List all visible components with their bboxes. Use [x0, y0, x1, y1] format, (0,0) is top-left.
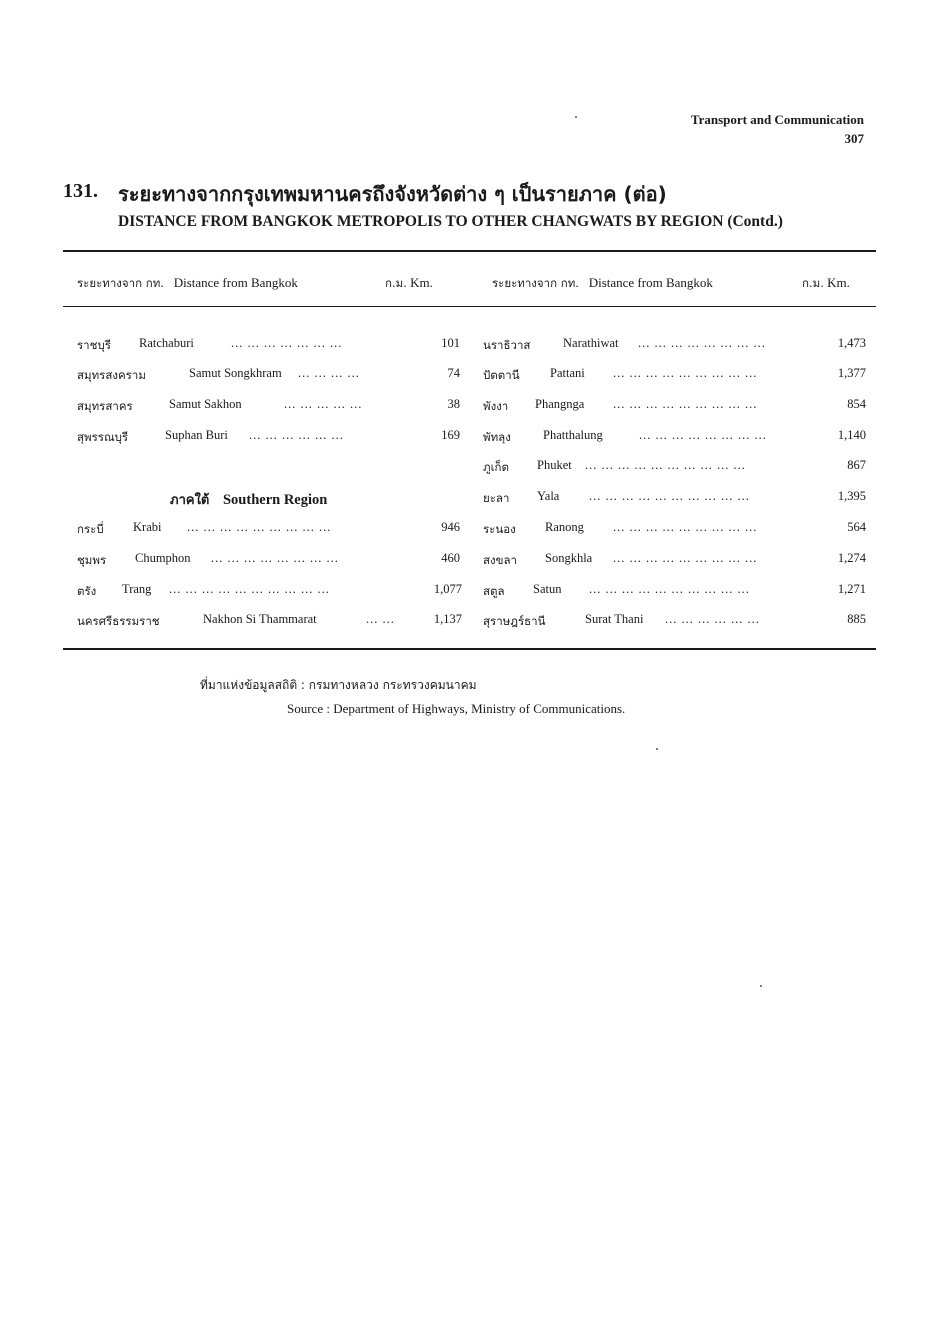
table-row: [77, 336, 464, 358]
distance-km: 1,140: [837, 428, 866, 442]
column-unit-thai: ก.ม.: [385, 276, 407, 290]
leader-dots: ... ... ... ... ... ... ... ...: [639, 428, 767, 442]
province-english: Pattani: [550, 366, 585, 380]
distance-km: 101: [441, 336, 460, 350]
table-row: [77, 520, 464, 542]
province-thai: สุพรรณบุรี: [77, 430, 129, 444]
leader-dots: ... ... ... ... ... ... ... ... ... ...: [169, 582, 330, 596]
column-unit-thai: ก.ม.: [802, 276, 824, 290]
province-english: Ranong: [545, 520, 584, 534]
province-thai: ตรัง: [77, 584, 97, 598]
column-unit-english: Km.: [827, 275, 850, 290]
table-row: [483, 520, 866, 542]
table-row: [77, 551, 464, 573]
province-english: Samut Songkhram: [189, 366, 282, 380]
leader-dots: ... ... ... ... ... ...: [249, 428, 344, 442]
distance-km: 1,395: [837, 489, 866, 503]
distance-km: 946: [441, 520, 460, 534]
distance-km: 460: [441, 551, 460, 565]
table-title-english: DISTANCE FROM BANGKOK METROPOLIS TO OTHER CHANGWATS BY REGION (Contd.): [118, 213, 783, 230]
table-row: [483, 489, 866, 511]
province-thai: สมุทรสาคร: [77, 399, 133, 413]
table-row: [483, 366, 866, 388]
column-header-left: [77, 275, 298, 293]
table-row: [483, 397, 866, 419]
province-thai: พัทลุง: [483, 430, 511, 444]
region-english: Southern Region: [222, 492, 328, 508]
leader-dots: ... ... ... ... ... ... ... ... ...: [613, 366, 758, 380]
province-thai: นครศรีธรรมราช: [77, 614, 160, 628]
province-thai: พังงา: [483, 399, 509, 413]
running-header-section: Transport and Communication: [690, 112, 864, 127]
table-row: [483, 612, 866, 634]
header-divider: [63, 306, 876, 307]
province-thai: ภูเก็ต: [483, 460, 509, 474]
scan-speck: [760, 985, 762, 987]
leader-dots: ... ... ... ... ... ... ... ... ...: [613, 551, 758, 565]
distance-km: 1,271: [837, 582, 866, 596]
distance-km: 1,274: [837, 551, 866, 565]
column-unit-right: [802, 275, 850, 293]
table-title-thai: ระยะทางจากกรุงเทพมหานครถึงจังหวัดต่าง ๆ เป็นรายภาค (ต่อ): [118, 182, 667, 206]
scan-speck: [656, 748, 658, 750]
leader-dots: ... ... ... ... ... ... ...: [231, 336, 343, 350]
province-english: Krabi: [133, 520, 162, 534]
province-thai: สตูล: [483, 584, 505, 598]
distance-km: 885: [847, 612, 866, 626]
scan-speck: [575, 116, 577, 118]
table-row: [483, 458, 866, 480]
province-thai: ระนอง: [483, 522, 516, 536]
column-unit-left: [385, 275, 433, 293]
province-english: Phangnga: [535, 397, 585, 411]
leader-dots: ... ... ... ... ... ... ... ... ...: [613, 397, 758, 411]
province-english: Yala: [537, 489, 560, 503]
province-thai: ราชบุรี: [77, 338, 111, 352]
region-thai: ภาคใต้: [170, 493, 210, 508]
table-row: [483, 582, 866, 604]
province-english: Nakhon Si Thammarat: [203, 612, 317, 626]
source-note-english: Source : Department of Highways, Ministry of Communications.: [287, 701, 626, 716]
province-english: Ratchaburi: [139, 336, 194, 350]
table-row: [77, 366, 464, 388]
leader-dots: ... ... ... ...: [298, 366, 360, 380]
leader-dots: ... ... ... ... ... ... ... ...: [638, 336, 766, 350]
distance-km: 564: [847, 520, 866, 534]
province-english: Narathiwat: [563, 336, 619, 350]
distance-km: 1,137: [433, 612, 462, 626]
table-row: [77, 612, 464, 634]
province-thai: ยะลา: [483, 491, 510, 505]
province-english: Chumphon: [135, 551, 191, 565]
distance-km: 74: [447, 366, 460, 380]
province-english: Phatthalung: [543, 428, 603, 442]
table-number: 131.: [63, 180, 98, 202]
leader-dots: ... ... ... ... ... ... ... ...: [211, 551, 339, 565]
column-distance-thai: ระยะทางจาก กท.: [492, 276, 579, 290]
table-row: [483, 428, 866, 450]
table-row: [77, 428, 464, 450]
column-distance-english: Distance from Bangkok: [173, 275, 298, 290]
distance-km: 867: [847, 458, 866, 472]
region-heading: [170, 489, 327, 510]
table-top-rule: [63, 250, 876, 252]
table-row: [483, 336, 866, 358]
leader-dots: ... ... ... ... ... ... ... ... ... ...: [589, 489, 750, 503]
province-english: Satun: [533, 582, 562, 596]
province-thai: สมุทรสงคราม: [77, 368, 146, 382]
province-thai: สงขลา: [483, 553, 518, 567]
leader-dots: ... ... ... ... ... ...: [665, 612, 760, 626]
province-thai: สุราษฎร์ธานี: [483, 614, 546, 628]
table-row: [77, 582, 464, 604]
province-thai: นราธิวาส: [483, 338, 531, 352]
leader-dots: ... ... ... ... ...: [284, 397, 363, 411]
distance-km: 1,377: [837, 366, 866, 380]
province-thai: ปัตตานี: [483, 368, 520, 382]
province-english: Trang: [122, 582, 152, 596]
column-distance-english: Distance from Bangkok: [588, 275, 713, 290]
column-header-right: [492, 275, 713, 293]
table-row: [77, 397, 464, 419]
page-number: 307: [844, 131, 864, 146]
province-english: Suphan Buri: [165, 428, 228, 442]
table-row: [483, 551, 866, 573]
leader-dots: ... ...: [366, 612, 395, 626]
province-thai: กระบี่: [77, 522, 104, 536]
column-distance-thai: ระยะทางจาก กท.: [77, 276, 164, 290]
leader-dots: ... ... ... ... ... ... ... ... ... ...: [589, 582, 750, 596]
distance-km: 1,473: [837, 336, 866, 350]
leader-dots: ... ... ... ... ... ... ... ... ...: [613, 520, 758, 534]
province-english: Samut Sakhon: [169, 397, 242, 411]
distance-km: 854: [847, 397, 866, 411]
province-english: Songkhla: [545, 551, 593, 565]
province-english: Phuket: [537, 458, 572, 472]
column-unit-english: Km.: [410, 275, 433, 290]
province-thai: ชุมพร: [77, 553, 107, 567]
distance-km: 169: [441, 428, 460, 442]
source-note-thai: ที่มาแห่งข้อมูลสถิติ : กรมทางหลวง กระทรวงคมนาคม: [200, 678, 477, 692]
leader-dots: ... ... ... ... ... ... ... ... ... ...: [585, 458, 746, 472]
leader-dots: ... ... ... ... ... ... ... ... ...: [187, 520, 332, 534]
distance-km: 1,077: [433, 582, 462, 596]
distance-km: 38: [447, 397, 460, 411]
table-bottom-rule: [63, 648, 876, 650]
province-english: Surat Thani: [585, 612, 644, 626]
